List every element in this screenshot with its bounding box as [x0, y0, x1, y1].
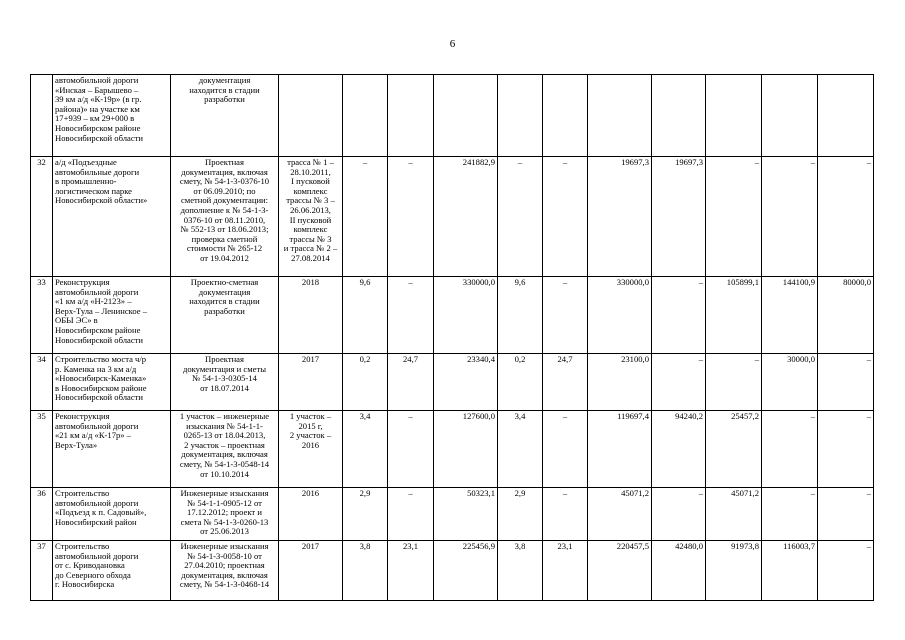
capacity-km-cell: 2,9 [343, 488, 388, 541]
table-row [31, 354, 874, 411]
capacity-pm-cell: 24,7 [388, 354, 434, 411]
capacity-pm-cell: – [388, 277, 434, 354]
capacity-km-cell [343, 75, 388, 157]
funding-year-1-cell: – [652, 277, 706, 354]
funding-year-1-cell: – [652, 354, 706, 411]
row-number-cell: 32 [31, 157, 53, 277]
row-number-cell: 34 [31, 354, 53, 411]
funding-year-3-cell: – [762, 488, 818, 541]
row-number-cell: 36 [31, 488, 53, 541]
remaining-pm-cell: – [543, 277, 588, 354]
remaining-km-cell: 2,9 [498, 488, 543, 541]
capacity-pm-cell: – [388, 488, 434, 541]
table-row [31, 411, 874, 488]
estimated-cost-cell: 225456,9 [434, 541, 498, 601]
remaining-pm-cell: – [543, 157, 588, 277]
road-projects-table [30, 74, 874, 601]
capacity-pm-cell: 23,1 [388, 541, 434, 601]
commissioning-period-cell: 1 участок – 2015 г, 2 участок – 2016 [279, 411, 343, 488]
commissioning-period-cell: трасса № 1 – 28.10.2011, I пусковой комплекс трассы № 3 – 26.06.2013, II пусковой комплекс трассы № 3 и трасса № 2 – 27.08.2014 [279, 157, 343, 277]
project-documentation-cell: 1 участок – инженерные изыскания № 54-1-1- 0265-13 от 18.04.2013, 2 участок – проектная документация, включая смету, № 54-1-3-0548-14 от 10.10.2014 [171, 411, 279, 488]
funding-year-2-cell: 105899,1 [706, 277, 762, 354]
row-number-cell: 37 [31, 541, 53, 601]
estimated-cost-cell: 50323,1 [434, 488, 498, 541]
row-number-cell: 35 [31, 411, 53, 488]
table-row [31, 157, 874, 277]
capacity-km-cell: 3,4 [343, 411, 388, 488]
funding-year-2-cell [706, 75, 762, 157]
capacity-km-cell: 3,8 [343, 541, 388, 601]
funding-year-4-cell: – [818, 411, 874, 488]
remaining-km-cell: 3,4 [498, 411, 543, 488]
funding-year-4-cell: – [818, 541, 874, 601]
funding-year-2-cell: 91973,8 [706, 541, 762, 601]
funding-year-3-cell: 144100,9 [762, 277, 818, 354]
project-documentation-cell: Инженерные изыскания № 54-1-3-0058-10 от 27.04.2010; проектная документация, включая смету, № 54-1-3-0468-14 [171, 541, 279, 601]
table-row [31, 541, 874, 601]
object-name-cell: Строительство автомобильной дороги «Подъезд к п. Садовый», Новосибирский район [53, 488, 171, 541]
commissioning-period-cell: 2018 [279, 277, 343, 354]
funding-year-1-cell: 42480,0 [652, 541, 706, 601]
funding-year-3-cell: 30000,0 [762, 354, 818, 411]
remaining-pm-cell: – [543, 488, 588, 541]
page-number: 6 [449, 38, 456, 50]
object-name-cell: а/д «Подъездные автомобильные дороги в промышленно- логистическом парке Новосибирской области» [53, 157, 171, 277]
table-body [31, 75, 874, 601]
estimated-cost-cell [434, 75, 498, 157]
funding-year-2-cell: 25457,2 [706, 411, 762, 488]
project-documentation-cell: Проектная документация и сметы № 54-1-3-0305-14 от 18.07.2014 [171, 354, 279, 411]
object-name-cell: Реконструкция автомобильной дороги «1 км а/д «Н-2123» – Верх-Тула – Ленинское – ОБЫ ЭС» в Новосибирском районе Новосибирской области [53, 277, 171, 354]
remaining-cost-cell: 19697,3 [588, 157, 652, 277]
object-name-cell: Реконструкция автомобильной дороги «21 км а/д «К-17р» – Верх-Тула» [53, 411, 171, 488]
funding-year-1-cell [652, 75, 706, 157]
funding-year-1-cell: 19697,3 [652, 157, 706, 277]
estimated-cost-cell: 330000,0 [434, 277, 498, 354]
commissioning-period-cell: 2017 [279, 541, 343, 601]
project-documentation-cell: Инженерные изыскания № 54-1-1-0905-12 от 17.12.2012; проект и смета № 54-1-3-0260-13 от 25.06.2013 [171, 488, 279, 541]
funding-year-1-cell: 94240,2 [652, 411, 706, 488]
remaining-cost-cell: 45071,2 [588, 488, 652, 541]
commissioning-period-cell: 2016 [279, 488, 343, 541]
funding-year-4-cell: 80000,0 [818, 277, 874, 354]
remaining-km-cell [498, 75, 543, 157]
capacity-km-cell: – [343, 157, 388, 277]
table-row [31, 75, 874, 157]
project-documentation-cell: Проектная документация, включая смету, № 54-1-3-0376-10 от 06.09.2010; по сметной документации: дополнение к № 54-1-3- 0376-10 от 08.11.2010, № 552-13 от 18.06.2013; проверка сметной стоимости № 265-12 от 19.04.2012 [171, 157, 279, 277]
funding-year-2-cell: 45071,2 [706, 488, 762, 541]
estimated-cost-cell: 127600,0 [434, 411, 498, 488]
capacity-pm-cell: – [388, 411, 434, 488]
row-number-cell: 33 [31, 277, 53, 354]
funding-year-1-cell: – [652, 488, 706, 541]
remaining-cost-cell: 220457,5 [588, 541, 652, 601]
commissioning-period-cell: 2017 [279, 354, 343, 411]
funding-year-3-cell [762, 75, 818, 157]
estimated-cost-cell: 241882,9 [434, 157, 498, 277]
row-number-cell [31, 75, 53, 157]
remaining-km-cell: 3,8 [498, 541, 543, 601]
funding-year-4-cell: – [818, 157, 874, 277]
funding-year-2-cell: – [706, 354, 762, 411]
remaining-pm-cell: – [543, 411, 588, 488]
capacity-km-cell: 0,2 [343, 354, 388, 411]
capacity-km-cell: 9,6 [343, 277, 388, 354]
estimated-cost-cell: 23340,4 [434, 354, 498, 411]
commissioning-period-cell [279, 75, 343, 157]
funding-year-3-cell: – [762, 411, 818, 488]
funding-year-4-cell: – [818, 488, 874, 541]
funding-year-4-cell: – [818, 354, 874, 411]
remaining-cost-cell: 119697,4 [588, 411, 652, 488]
object-name-cell: автомобильной дороги «Инская – Барышево – 39 км а/д «К-19р» (в гр. района)» на участке км 17+939 – км 29+000 в Новосибирском районе Новосибирской области [53, 75, 171, 157]
table-row [31, 277, 874, 354]
project-documentation-cell: документация находится в стадии разработки [171, 75, 279, 157]
object-name-cell: Строительство моста ч/р р. Каменка на 3 км а/д «Новосибирск-Каменка» в Новосибирском районе Новосибирской области [53, 354, 171, 411]
funding-year-3-cell: 116003,7 [762, 541, 818, 601]
funding-year-2-cell: – [706, 157, 762, 277]
remaining-km-cell: – [498, 157, 543, 277]
funding-year-4-cell [818, 75, 874, 157]
object-name-cell: Строительство автомобильной дороги от с. Криводановка до Северного обхода г. Новосибирска [53, 541, 171, 601]
remaining-cost-cell: 330000,0 [588, 277, 652, 354]
remaining-pm-cell: 23,1 [543, 541, 588, 601]
funding-year-3-cell: – [762, 157, 818, 277]
capacity-pm-cell: – [388, 157, 434, 277]
capacity-pm-cell [388, 75, 434, 157]
remaining-pm-cell: 24,7 [543, 354, 588, 411]
remaining-km-cell: 0,2 [498, 354, 543, 411]
remaining-pm-cell [543, 75, 588, 157]
remaining-km-cell: 9,6 [498, 277, 543, 354]
project-documentation-cell: Проектно-сметная документация находится в стадии разработки [171, 277, 279, 354]
table-row [31, 488, 874, 541]
remaining-cost-cell: 23100,0 [588, 354, 652, 411]
remaining-cost-cell [588, 75, 652, 157]
